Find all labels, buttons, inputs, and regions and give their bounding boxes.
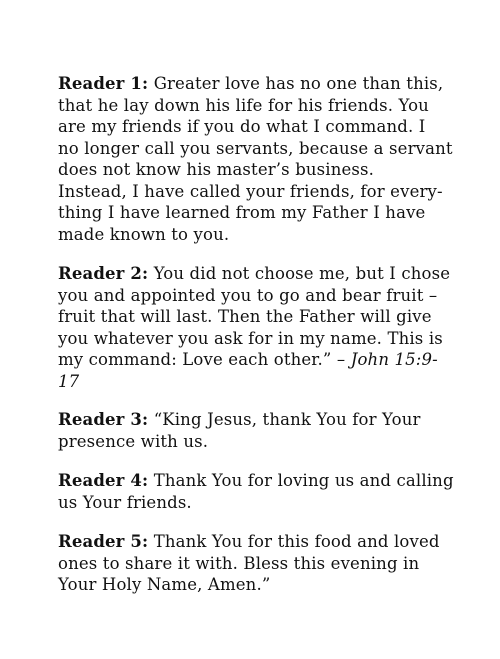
reader-1-paragraph xyxy=(58,73,488,245)
paragraph-line: Your Holy Name, Amen.” xyxy=(58,575,271,594)
paragraph-text: Thank You for this food and loved xyxy=(148,532,440,551)
paragraph-line xyxy=(58,531,488,553)
reader-label: Reader 2: xyxy=(58,264,149,283)
paragraph-line: made known to you. xyxy=(58,224,230,244)
paragraph-line: ones to share it with. Bless this evening in xyxy=(58,553,420,573)
paragraph-line: Instead, I have called your friends, for every- xyxy=(58,181,443,201)
paragraph-line: you and appointed you to go and bear fruit – xyxy=(58,285,438,305)
paragraph-text: Thank You for loving us and calling xyxy=(148,471,454,490)
paragraph-text: “King Jesus, thank You for Your xyxy=(148,410,421,429)
paragraph-text: You did not choose me, but I chose xyxy=(148,264,451,283)
paragraph-line: are my friends if you do what I command. I xyxy=(58,117,426,136)
paragraph-line: thing I have learned from my Father I have xyxy=(58,203,426,222)
reader-label: Reader 1: xyxy=(58,74,149,93)
paragraph-line xyxy=(58,73,488,95)
paragraph-line: no longer call you servants, because a servant xyxy=(58,138,453,158)
paragraph-line xyxy=(58,349,488,371)
paragraph-line xyxy=(58,263,488,285)
paragraph-line xyxy=(58,409,488,431)
scripture-citation: 17 xyxy=(58,371,80,391)
paragraph-line: fruit that will last. Then the Father will give xyxy=(58,307,432,326)
paragraph-line xyxy=(58,470,488,492)
paragraph-line: that he lay down his life for his friends. You xyxy=(58,95,429,115)
paragraph-text: my command: Love each other.” – xyxy=(58,350,346,369)
reader-4-paragraph xyxy=(58,470,488,513)
reader-2-paragraph xyxy=(58,263,488,392)
reader-label: Reader 4: xyxy=(58,471,149,490)
reader-3-paragraph xyxy=(58,409,488,452)
reader-label: Reader 3: xyxy=(58,410,149,429)
paragraph-line: presence with us. xyxy=(58,431,209,451)
scripture-citation: John 15:9- xyxy=(345,350,438,369)
reader-5-paragraph xyxy=(58,531,488,596)
paragraph-text: Greater love has no one than this, xyxy=(148,74,444,93)
paragraph-line: us Your friends. xyxy=(58,492,192,512)
reader-label: Reader 5: xyxy=(58,532,149,551)
paragraph-line: does not know his master’s business. xyxy=(58,160,375,179)
paragraph-line: you whatever you ask for in my name. This is xyxy=(58,328,443,348)
